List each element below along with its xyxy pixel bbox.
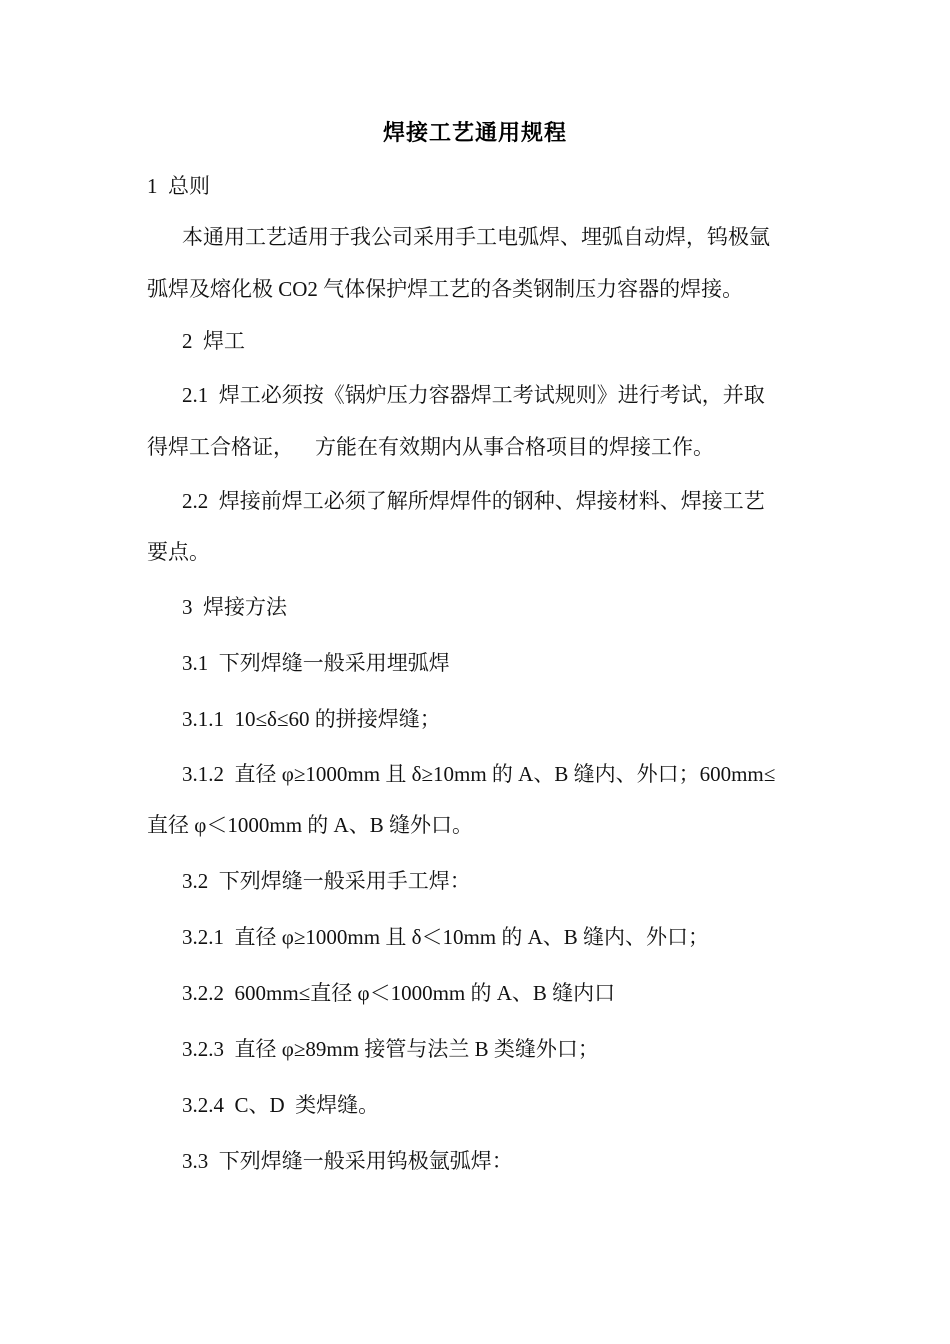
- paragraph-line: 3.2.1 直径 φ≥1000mm 且 δ＜10mm 的 A、B 缝内、外口；: [182, 925, 710, 949]
- section-heading-general: 1 总则: [147, 174, 210, 198]
- paragraph-line: 要点。: [147, 540, 210, 564]
- paragraph-line: 弧焊及熔化极 CO2 气体保护焊工艺的各类钢制压力容器的焊接。: [147, 277, 744, 301]
- section-heading-welder: 2 焊工: [182, 329, 245, 353]
- paragraph-line: 直径 φ＜1000mm 的 A、B 缝外口。: [147, 813, 473, 837]
- paragraph-line: 3.3 下列焊缝一般采用钨极氩弧焊：: [182, 1149, 513, 1173]
- paragraph-line: 3.1.1 10≤δ≤60 的拼接焊缝；: [182, 707, 441, 731]
- paragraph-line: 3.1.2 直径 φ≥1000mm 且 δ≥10mm 的 A、B 缝内、外口；600mm≤: [182, 762, 776, 786]
- paragraph-line: 本通用工艺适用于我公司采用手工电弧焊、埋弧自动焊，钨极氩: [182, 225, 770, 249]
- paragraph-line: 2.1 焊工必须按《锅炉压力容器焊工考试规则》进行考试，并取: [182, 383, 765, 407]
- paragraph-line: 3.2.3 直径 φ≥89mm 接管与法兰 B 类缝外口；: [182, 1037, 599, 1061]
- paragraph-line: 得焊工合格证， 方能在有效期内从事合格项目的焊接工作。: [147, 435, 714, 459]
- paragraph-line: 2.2 焊接前焊工必须了解所焊焊件的钢种、焊接材料、焊接工艺: [182, 489, 765, 513]
- document-title: 焊接工艺通用规程: [382, 121, 567, 146]
- paragraph-line: 3.1 下列焊缝一般采用埋弧焊: [182, 651, 450, 675]
- section-heading-welding-method: 3 焊接方法: [182, 595, 287, 619]
- paragraph-line: 3.2 下列焊缝一般采用手工焊：: [182, 869, 471, 893]
- paragraph-line: 3.2.2 600mm≤直径 φ＜1000mm 的 A、B 缝内口: [182, 981, 616, 1005]
- paragraph-line: 3.2.4 C、D 类焊缝。: [182, 1093, 380, 1117]
